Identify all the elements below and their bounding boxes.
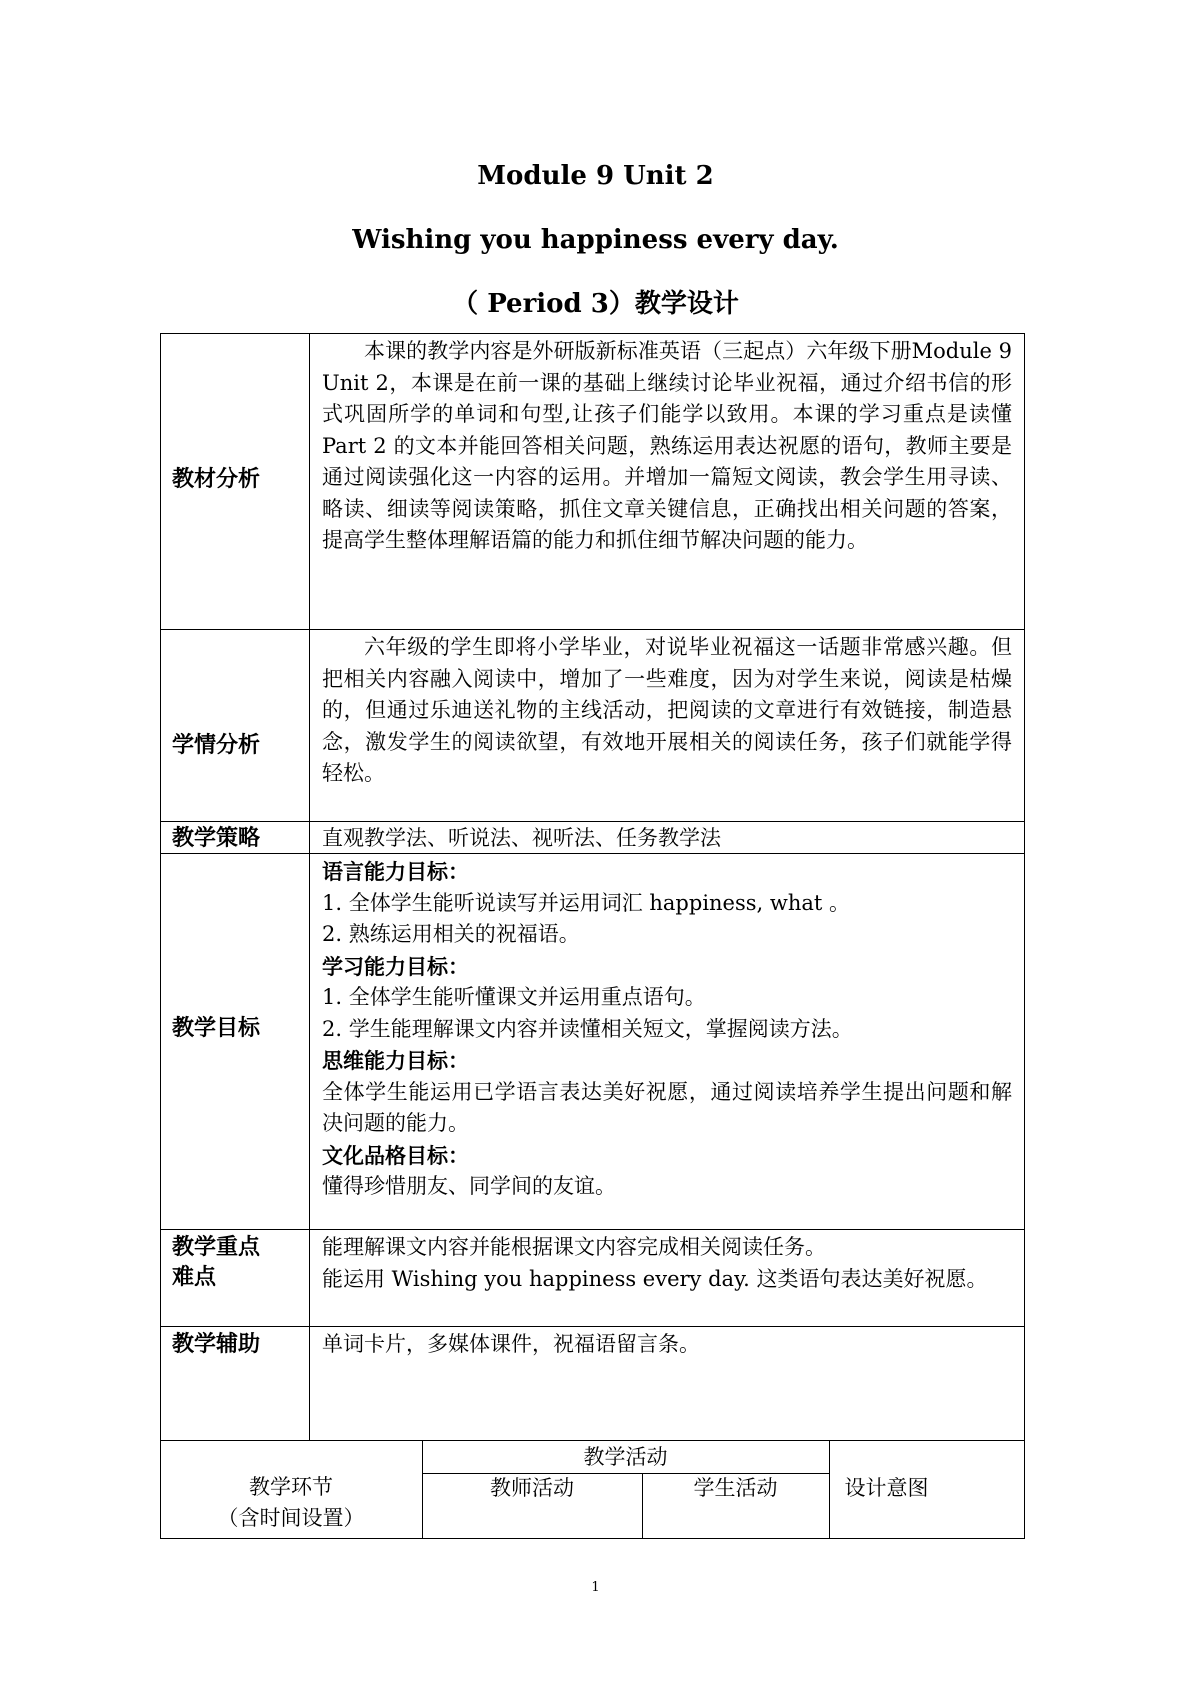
key-points-label xyxy=(172,1232,260,1292)
culture-goal-heading: 文化品格目标： xyxy=(322,1142,469,1168)
student-analysis-text xyxy=(322,632,1012,790)
title-line-3: （ Period 3）教学设计 xyxy=(452,289,739,319)
key-point-line: 能运用 Wishing you happiness every day. 这类语句表达美好祝愿。 xyxy=(322,1266,988,1291)
teaching-goals-text xyxy=(322,856,1012,1203)
learning-goal-heading: 学习能力目标： xyxy=(322,953,469,979)
language-goal-item: 2. 熟练运用相关的祝福语。 xyxy=(322,922,580,946)
student-activity-header: 学生活动 xyxy=(693,1476,778,1500)
teaching-stage-line-1: 教学环节 xyxy=(249,1475,333,1499)
row-divider xyxy=(160,629,1025,630)
row-divider xyxy=(160,1229,1025,1230)
student-analysis-label: 学情分析 xyxy=(172,732,261,758)
teaching-strategy-text: 直观教学法、听说法、视听法、任务教学法 xyxy=(322,826,721,850)
student-analysis-paragraph: 六年级的学生即将小学毕业，对说毕业祝福这一话题非常感兴趣。但把相关内容融入阅读中，增加了一些难度，因为对学生来说，阅读是枯燥的，但通过乐迪送礼物的主线活动，把阅读的文章进行有效链接，制造悬念，激发学生的阅读欲望，有效地开展相关的阅读任务，孩子们就能学得轻松。 xyxy=(322,635,1012,785)
design-intent-header: 设计意图 xyxy=(844,1476,929,1500)
page-number: 1 xyxy=(591,1580,600,1595)
learning-goal-item: 2. 学生能理解课文内容并读懂相关短文，掌握阅读方法。 xyxy=(322,1016,853,1041)
teaching-stage-line-2: （含时间设置） xyxy=(217,1506,365,1530)
label-column-divider xyxy=(309,333,310,1440)
key-points-label-line-1: 教学重点 xyxy=(172,1234,261,1260)
teacher-activity-header: 教师活动 xyxy=(490,1476,574,1500)
teaching-stage-header xyxy=(160,1472,422,1534)
teaching-aids-label: 教学辅助 xyxy=(172,1331,261,1357)
teaching-activities-header: 教学活动 xyxy=(583,1445,668,1469)
title-line-1: Module 9 Unit 2 xyxy=(477,161,714,191)
key-point-line: 能理解课文内容并能根据课文内容完成相关阅读任务。 xyxy=(322,1235,826,1259)
teaching-aids-text: 单词卡片，多媒体课件，祝福语留言条。 xyxy=(322,1332,700,1356)
teaching-strategy-label: 教学策略 xyxy=(172,825,261,851)
language-goal-heading: 语言能力目标： xyxy=(322,859,469,884)
thinking-goal-item: 全体学生能运用已学语言表达美好祝愿，通过阅读培养学生提出问题和解决问题的能力。 xyxy=(322,1079,1012,1135)
row-divider xyxy=(160,1326,1025,1327)
key-points-text xyxy=(322,1232,1012,1295)
material-analysis-text xyxy=(322,336,1012,557)
culture-goal-item: 懂得珍惜朋友、同学间的友谊。 xyxy=(322,1174,616,1198)
thinking-goal-heading: 思维能力目标： xyxy=(322,1048,469,1073)
row-divider xyxy=(160,1440,1025,1441)
title-line-2: Wishing you happiness every day. xyxy=(352,225,839,255)
material-analysis-label: 教材分析 xyxy=(172,466,261,492)
learning-goal-item: 1. 全体学生能听懂课文并运用重点语句。 xyxy=(322,985,706,1009)
key-points-label-line-2: 难点 xyxy=(172,1264,217,1290)
language-goal-item: 1. 全体学生能听说读写并运用词汇 happiness, what 。 xyxy=(322,890,851,915)
row-divider xyxy=(160,821,1025,822)
teaching-goals-label: 教学目标 xyxy=(172,1015,261,1041)
material-analysis-paragraph: 本课的教学内容是外研版新标准英语（三起点）六年级下册Module 9 Unit 2，本课是在前一课的基础上继续讨论毕业祝福，通过介绍书信的形式巩固所学的单词和句型,让孩子们能学以致用。本课的学习重点是读懂 Part 2 的文本并能回答相关问题，熟练运用表达祝愿的语句，教师主要是通过阅读强化这一内容的运用。并增加一篇短文阅读，教会学生用寻读、略读、细读等阅读策略，抓住文章关键信息，正确找出相关问题的答案，提高学生整体理解语篇的能力和抓住细节解决问题的能力。 xyxy=(322,339,1012,552)
